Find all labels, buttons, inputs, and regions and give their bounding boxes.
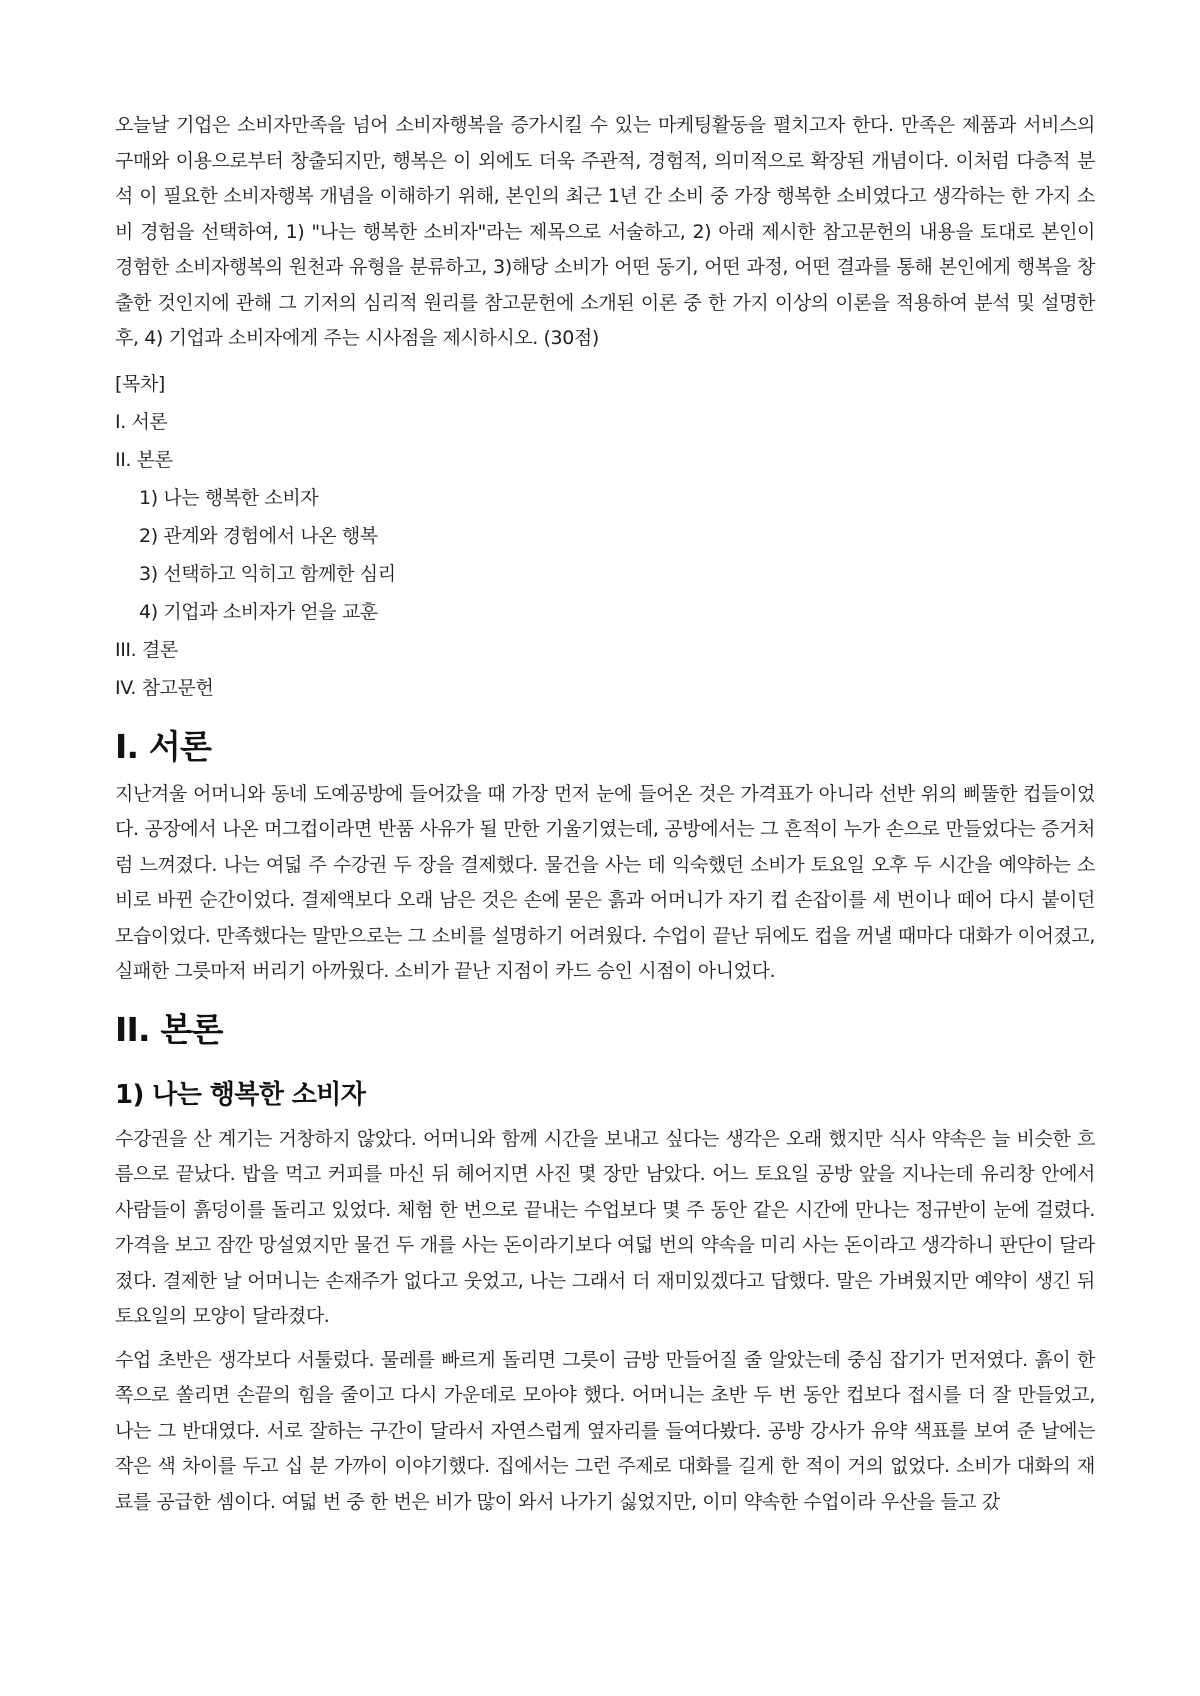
section-heading-body: II. 본론: [115, 1009, 223, 1049]
toc-item-body-3: 3) 선택하고 익히고 함께한 심리: [139, 562, 396, 585]
toc-item-body-4: 4) 기업과 소비자가 얻을 교훈: [139, 600, 378, 623]
toc-title: [목차]: [115, 372, 165, 395]
body-paragraph-1: 수강권을 산 계기는 거창하지 않았다. 어머니와 함께 시간을 보내고 싶다는 생각은 오래 했지만 식사 약속은 늘 비슷한 흐름으로 끝났다. 밥을 먹고 커피를 마신 뒤 헤어지면 사진 몇 장만 남았다. 어느 토요일 공방 앞을 지나는데 유리창 안에서 사람들이 흙덩이를 돌리고 있었다. 체험 한 번으로 끝내는 수업보다 몇 주 동안 같은 시간에 만나는 정규반이 눈에 걸렸다. 가격을 보고 잠깐 망설였지만 물건 두 개를 사는 돈이라기보다 여덟 번의 약속을 미리 사는 돈이라고 생각하니 판단이 달라졌다. 결제한 날 어머니는 손재주가 없다고 웃었고, 나는 그래서 더 재미있겠다고 답했다. 말은 가벼웠지만 예약이 생긴 뒤 토요일의 모양이 달라졌다.: [115, 1127, 1095, 1327]
toc-item-conclusion: III. 결론: [115, 638, 178, 661]
assignment-prompt: 오늘날 기업은 소비자만족을 넘어 소비자행복을 증가시킬 수 있는 마케팅활동을 펼치고자 한다. 만족은 제품과 서비스의 구매와 이용으로부터 창출되지만, 행복은 이 외에도 더욱 주관적, 경험적, 의미적으로 확장된 개념이다. 이처럼 다층적 분석 이 필요한 소비자행복 개념을 이해하기 위해, 본인의 최근 1년 간 소비 중 가장 행복한 소비였다고 생각하는 한 가지 소비 경험을 선택하여, 1) "나는 행복한 소비자"라는 제목으로 서술하고, 2) 아래 제시한 참고문헌의 내용을 토대로 본인이 경험한 소비자행복의 원천과 유형을 분류하고, 3)해당 소비가 어떤 동기, 어떤 과정, 어떤 결과를 통해 본인에게 행복을 창출한 것인지에 관해 그 기저의 심리적 원리를 참고문헌에 소개된 이론 중 한 가지 이상의 이론을 적용하여 분석 및 설명한 후, 4) 기업과 소비자에게 주는 시사점을 제시하시오. (30점): [115, 114, 1095, 349]
intro-paragraph: 지난겨울 어머니와 동네 도예공방에 들어갔을 때 가장 먼저 눈에 들어온 것은 가격표가 아니라 선반 위의 삐뚤한 컵들이었다. 공장에서 나온 머그컵이라면 반품 사유가 될 만한 기울기였는데, 공방에서는 그 흔적이 누가 손으로 만들었다는 증거처럼 느껴졌다. 나는 여덟 주 수강권 두 장을 결제했다. 물건을 사는 데 익숙했던 소비가 토요일 오후 두 시간을 예약하는 소비로 바뀐 순간이었다. 결제액보다 오래 남은 것은 손에 묻은 흙과 어머니가 자기 컵 손잡이를 세 번이나 떼어 다시 붙이던 모습이었다. 만족했다는 말만으로는 그 소비를 설명하기 어려웠다. 수업이 끝난 뒤에도 컵을 꺼낼 때마다 대화가 이어졌고, 실패한 그릇마저 버리기 아까웠다. 소비가 끝난 지점이 카드 승인 시점이 아니었다.: [115, 782, 1095, 982]
table-of-contents: [115, 365, 1095, 707]
toc-item-intro: I. 서론: [115, 410, 168, 433]
toc-item-references: IV. 참고문헌: [115, 676, 214, 699]
section-heading-intro: I. 서론: [115, 726, 212, 766]
subsection-heading-happy-consumer: 1) 나는 행복한 소비자: [115, 1079, 366, 1110]
toc-item-body-2: 2) 관계와 경험에서 나온 행복: [139, 524, 378, 547]
toc-item-body-1: 1) 나는 행복한 소비자: [139, 486, 319, 509]
document-page: [115, 108, 1095, 1520]
toc-item-body: II. 본론: [115, 448, 173, 471]
body-paragraph-2: 수업 초반은 생각보다 서툴렀다. 물레를 빠르게 돌리면 그릇이 금방 만들어질 줄 알았는데 중심 잡기가 먼저였다. 흙이 한쪽으로 쏠리면 손끝의 힘을 줄이고 다시 가운데로 모아야 했다. 어머니는 초반 두 번 동안 컵보다 접시를 더 잘 만들었고, 나는 그 반대였다. 서로 잘하는 구간이 달라서 자연스럽게 옆자리를 들여다봤다. 공방 강사가 유약 색표를 보여 준 날에는 작은 색 차이를 두고 십 분 가까이 이야기했다. 집에서는 그런 주제로 대화를 길게 한 적이 거의 없었다. 소비가 대화의 재료를 공급한 셈이다. 여덟 번 중 한 번은 비가 많이 와서 나가기 싫었지만, 이미 약속한 수업이라 우산을 들고 갔: [115, 1348, 1095, 1513]
